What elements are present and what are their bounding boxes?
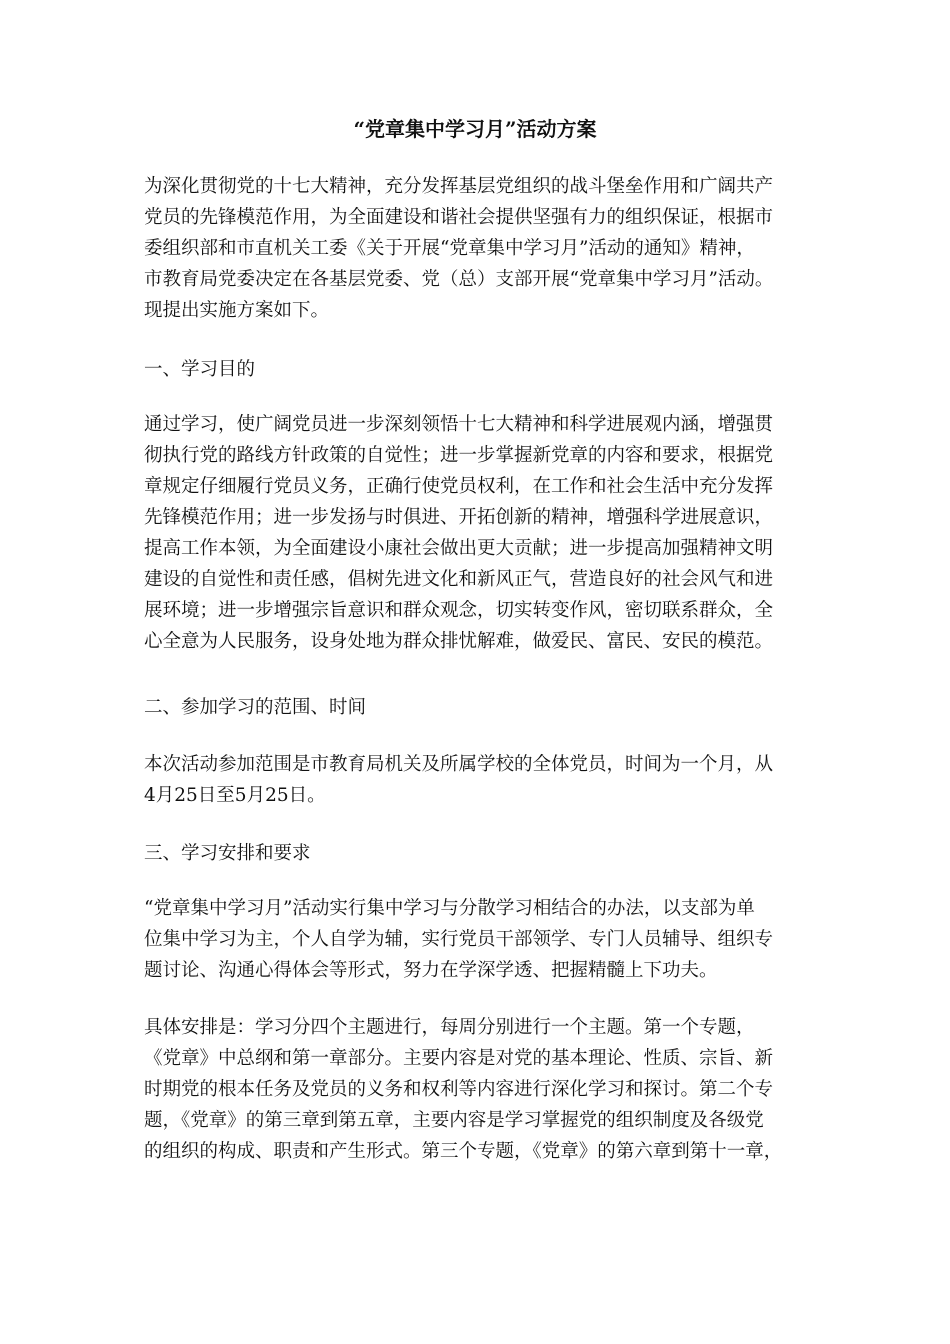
text-line: “党章集中学习月”活动实行集中学习与分散学习相结合的办法，以支部为单 [144,898,755,919]
arrangement-paragraph [144,1012,814,1167]
text-line: 建设的自觉性和责任感，倡树先进文化和新风正气，营造良好的社会风气和进 [144,569,774,590]
text-line: 为深化贯彻党的十七大精神，充分发挥基层党组织的战斗堡垒作用和广阔共产 [144,176,774,197]
text-line: 展环境；进一步增强宗旨意识和群众观念，切实转变作风，密切联系群众，全 [144,600,774,621]
section-heading-1 [144,354,814,385]
text-line: 《党章》中总纲和第一章部分。主要内容是对党的基本理论、性质、宗旨、新 [144,1048,774,1069]
text-line: 先锋模范作用；进一步发扬与时俱进、开拓创新的精神，增强科学进展意识， [144,507,774,528]
text-line: 彻执行党的路线方针政策的自觉性；进一步掌握新党章的内容和要求，根据党 [144,445,774,466]
heading-text: 三、学习安排和要求 [144,843,311,864]
section-heading-3 [144,838,814,869]
document-title: “党章集中学习月”活动方案 [353,117,597,141]
section-3-paragraph [144,893,814,986]
text-line: 本次活动参加范围是市教育局机关及所属学校的全体党员，时间为一个月，从 [144,754,774,775]
text-line: 章规定仔细履行党员义务，正确行使党员权利，在工作和社会生活中充分发挥 [144,476,774,497]
text-line: 现提出实施方案如下。 [144,300,330,321]
text-line: 4月25日至5月25日。 [144,785,326,806]
section-heading-2 [144,692,814,723]
section-1-paragraph [144,409,814,657]
text-line: 题讨论、沟通心得体会等形式，努力在学深学透、把握精髓上下功夫。 [144,960,718,981]
text-line: 通过学习，使广阔党员进一步深刻领悟十七大精神和科学进展观内涵，增强贯 [144,414,774,435]
text-line: 位集中学习为主，个人自学为辅，实行党员干部领学、专门人员辅导、组织专 [144,929,774,950]
text-line: 提高工作本领，为全面建设小康社会做出更大贡献；进一步提高加强精神文明 [144,538,774,559]
text-line: 市教育局党委决定在各基层党委、党（总）支部开展“党章集中学习月”活动。 [144,269,774,290]
text-line: 题，《党章》的第三章到第五章，主要内容是学习掌握党的组织制度及各级党 [144,1110,764,1131]
text-line: 时期党的根本任务及党员的义务和权利等内容进行深化学习和探讨。第二个专 [144,1079,774,1100]
section-2-paragraph [144,749,814,811]
text-line: 具体安排是：学习分四个主题进行，每周分别进行一个主题。第一个专题， [144,1017,755,1038]
text-line: 心全意为人民服务，设身处地为群众排忧解难，做爱民、富民、安民的模范。 [144,631,774,652]
text-line: 的组织的构成、职责和产生形式。第三个专题，《党章》的第六章到第十一章， [144,1141,783,1162]
heading-text: 一、学习目的 [144,359,256,380]
text-line: 党员的先锋模范作用，为全面建设和谐社会提供坚强有力的组织保证，根据市 [144,207,774,228]
text-line: 委组织部和市直机关工委《关于开展“党章集中学习月”活动的通知》精神， [144,238,755,259]
intro-paragraph [144,171,814,326]
heading-text: 二、参加学习的范围、时间 [144,697,367,718]
